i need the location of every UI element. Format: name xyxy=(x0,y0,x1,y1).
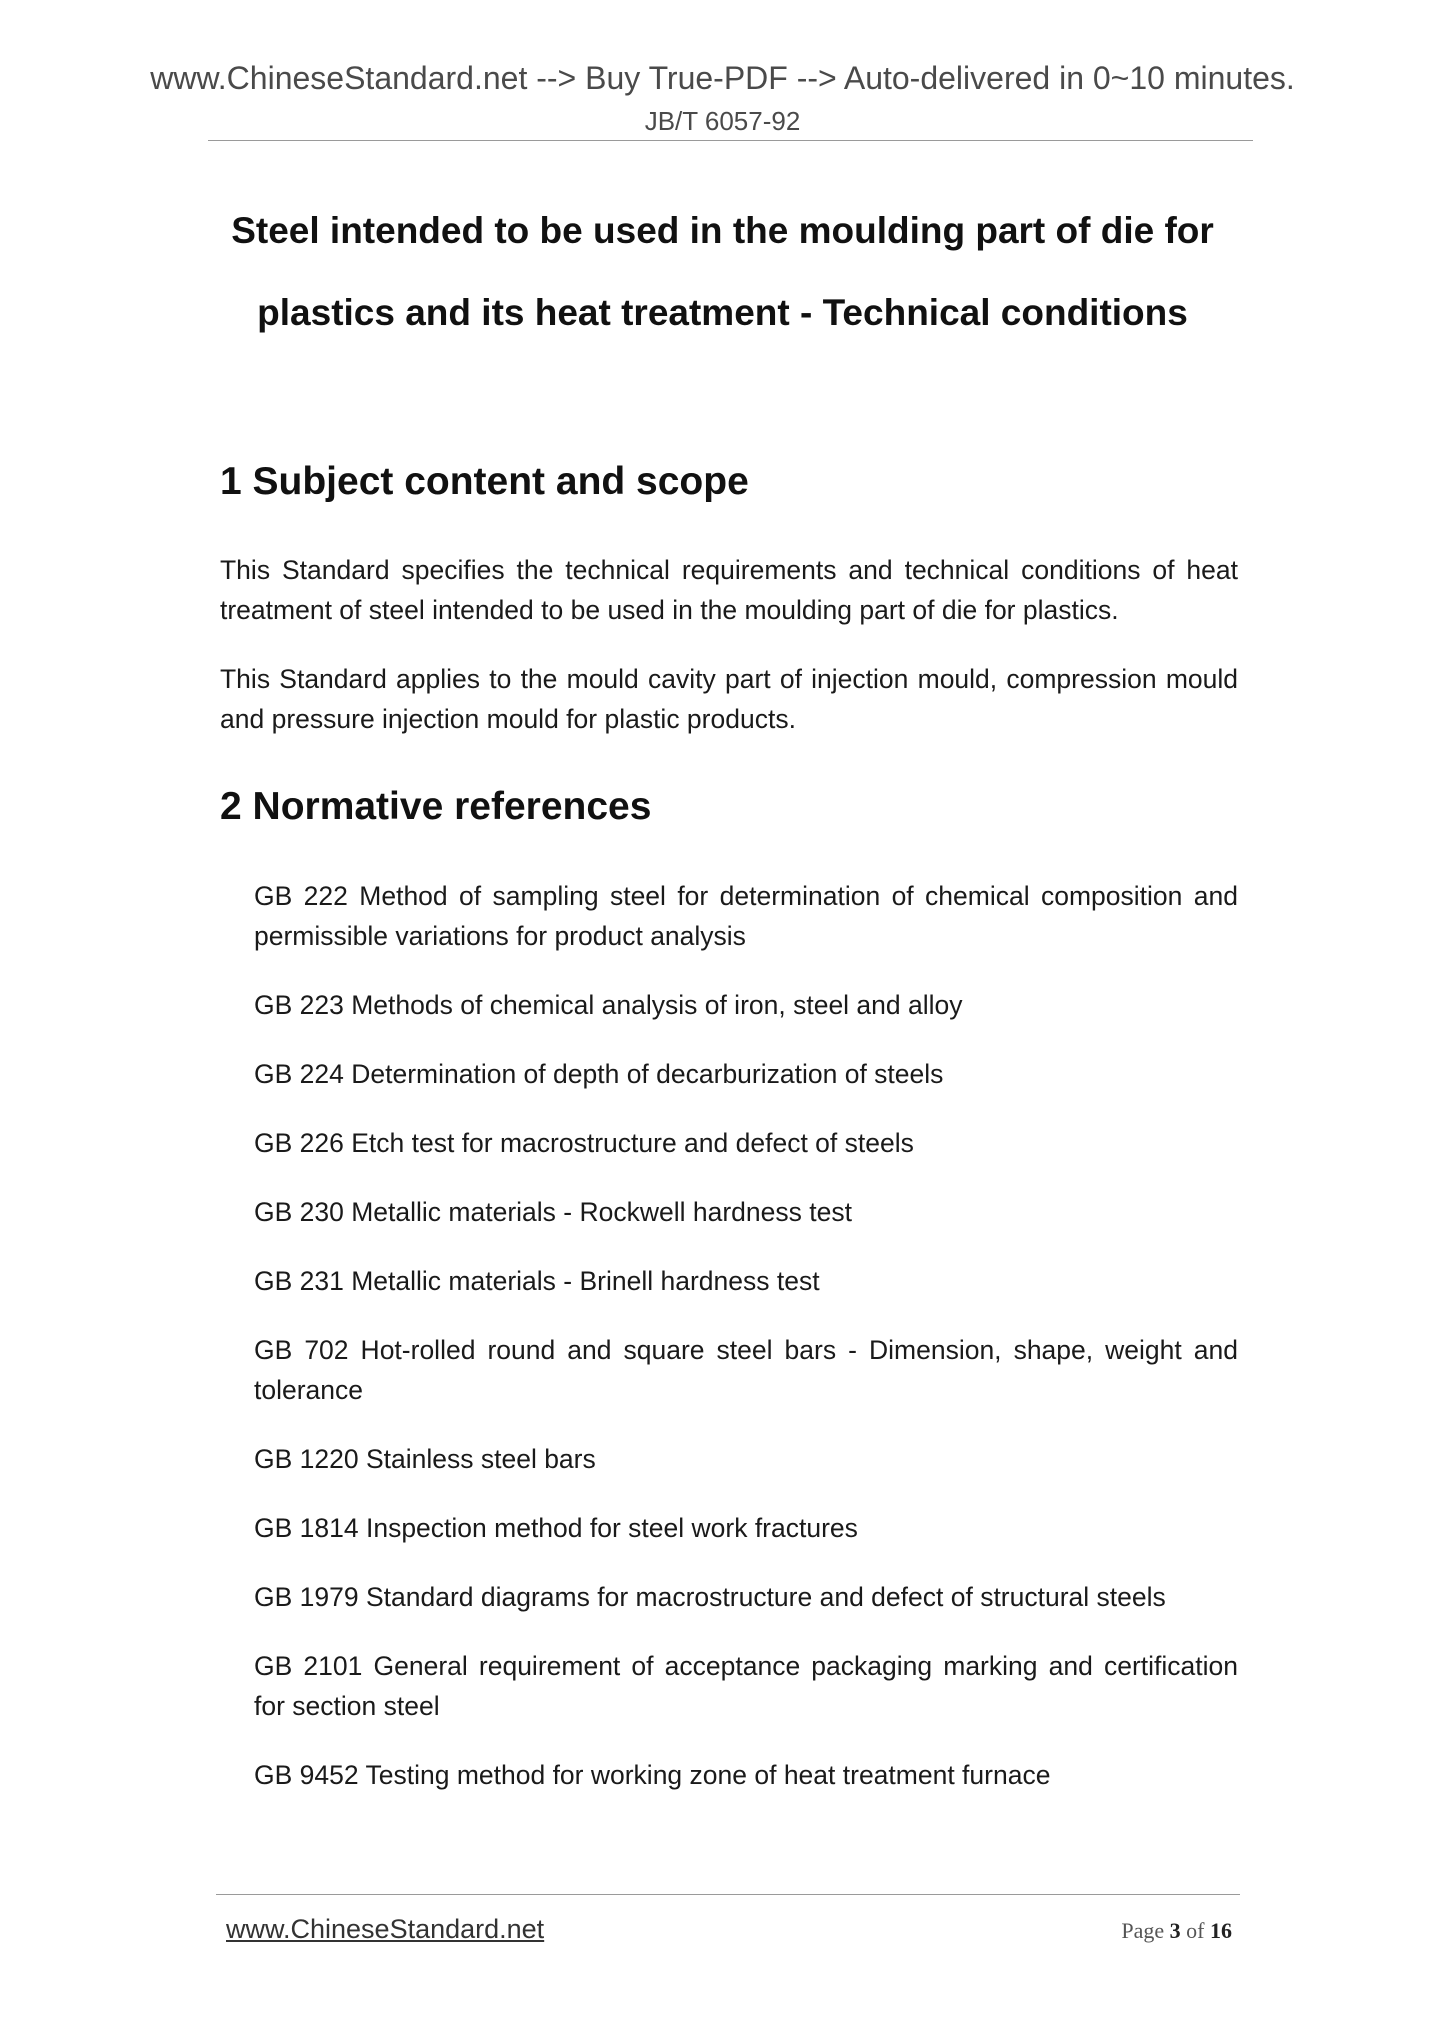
reference-item: GB 222 Method of sampling steel for determination of chemical composition and permissible variations for product analysis xyxy=(254,881,1238,951)
document-title xyxy=(180,190,1265,354)
reference-item: GB 224 Determination of depth of decarburization of steels xyxy=(254,1059,944,1089)
page-of: of xyxy=(1186,1918,1205,1943)
reference-item: GB 702 Hot-rolled round and square steel bars - Dimension, shape, weight and tolerance xyxy=(254,1335,1238,1405)
reference-item: GB 9452 Testing method for working zone of heat treatment furnace xyxy=(254,1760,1051,1790)
page-number xyxy=(1121,1916,1232,1946)
section-1-paragraph-2: This Standard applies to the mould cavity part of injection mould, compression mould and pressure injection mould for plastic products. xyxy=(220,664,1238,734)
standard-code: JB/T 6057-92 xyxy=(644,106,801,136)
header-banner: www.ChineseStandard.net --> Buy True-PDF --> Auto-delivered in 0~10 minutes. xyxy=(150,60,1295,96)
document-title-line-1: Steel intended to be used in the moulding part of die for xyxy=(231,210,1214,251)
document-title-line-2: plastics and its heat treatment - Technical conditions xyxy=(257,292,1188,333)
reference-item: GB 226 Etch test for macrostructure and defect of steels xyxy=(254,1128,914,1158)
section-1-heading: 1 Subject content and scope xyxy=(220,460,749,503)
reference-item: GB 2101 General requirement of acceptance packaging marking and certification for section steel xyxy=(254,1651,1238,1721)
reference-item: GB 230 Metallic materials - Rockwell hardness test xyxy=(254,1197,852,1227)
section-2-heading: 2 Normative references xyxy=(220,785,652,828)
header-divider xyxy=(208,140,1253,141)
reference-item: GB 1814 Inspection method for steel work fractures xyxy=(254,1513,858,1543)
reference-item: GB 223 Methods of chemical analysis of iron, steel and alloy xyxy=(254,990,963,1020)
reference-item: GB 1220 Stainless steel bars xyxy=(254,1444,596,1474)
page-total: 16 xyxy=(1210,1918,1232,1943)
page-current: 3 xyxy=(1169,1918,1181,1943)
page-prefix: Page xyxy=(1121,1918,1165,1943)
reference-item: GB 231 Metallic materials - Brinell hardness test xyxy=(254,1266,820,1296)
normative-references-list xyxy=(254,876,1238,1824)
footer-site-link[interactable]: www.ChineseStandard.net xyxy=(226,1914,545,1944)
reference-item: GB 1979 Standard diagrams for macrostructure and defect of structural steels xyxy=(254,1582,1166,1612)
section-1-paragraph-1: This Standard specifies the technical requirements and technical conditions of heat treatment of steel intended to be used in the moulding part of die for plastics. xyxy=(220,555,1238,625)
footer-divider xyxy=(216,1894,1240,1895)
